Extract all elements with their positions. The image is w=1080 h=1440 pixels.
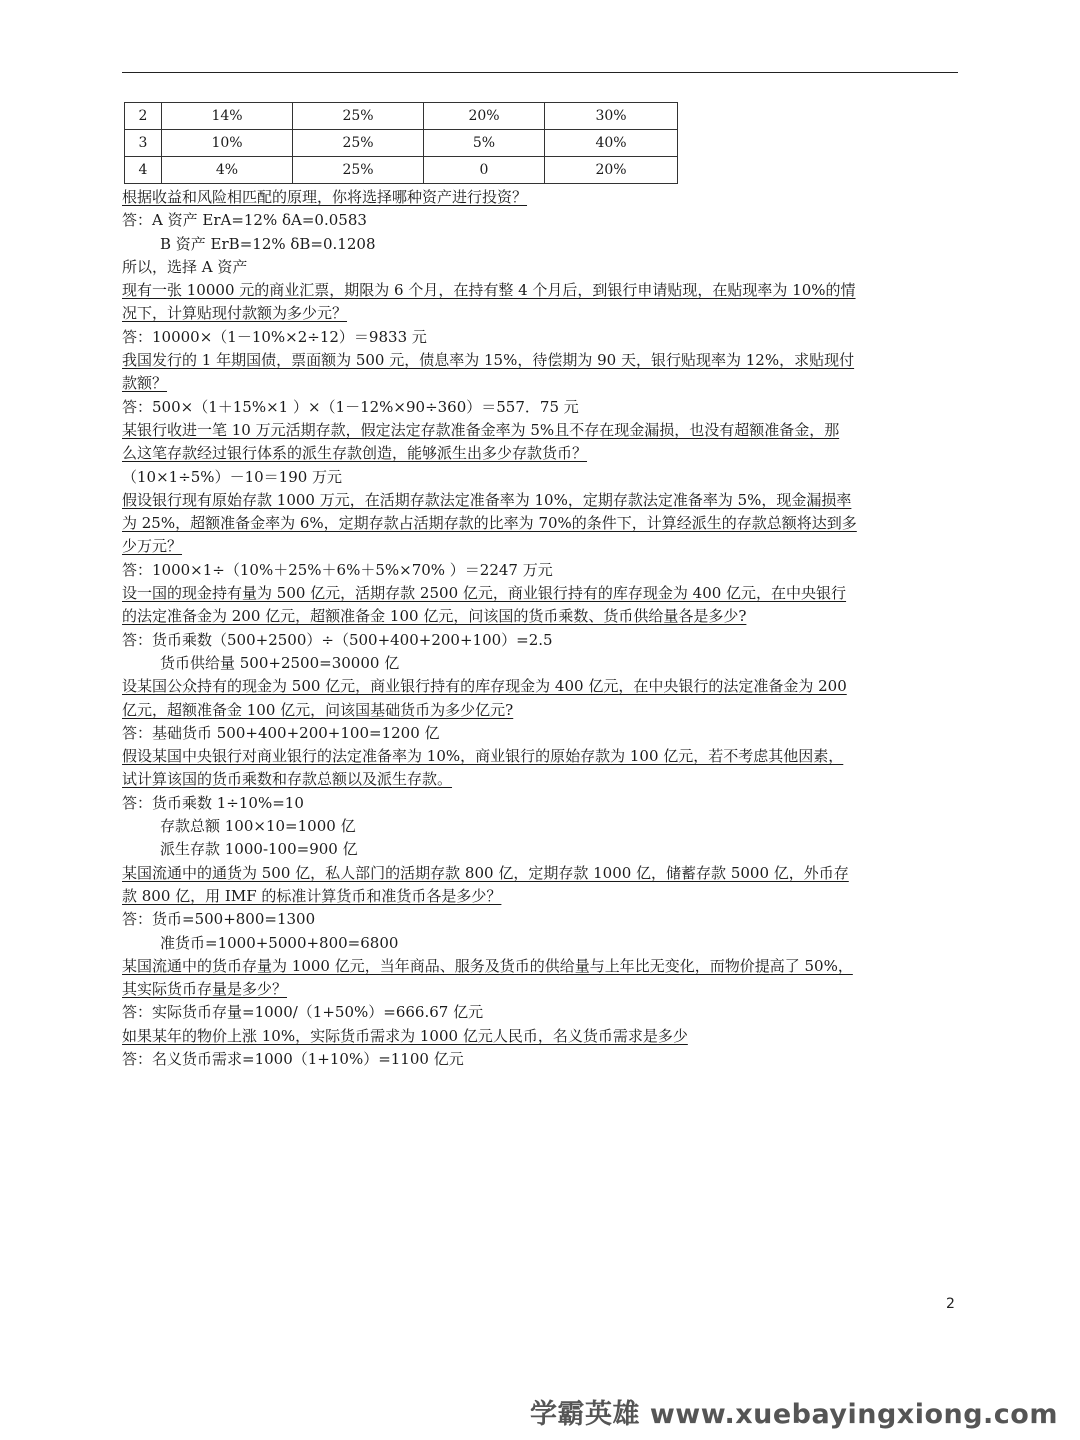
table-cell: 25%	[293, 130, 424, 157]
answer-line: 存款总额 100×10=1000 亿	[160, 817, 356, 836]
question-line: 为 25%，超额准备金率为 6%，定期存款占活期存款的比率为 70%的条件下，计算经派生的存款总额将达到多	[122, 514, 857, 533]
answer-line: 准货币=1000+5000+800=6800	[160, 933, 399, 952]
question-line: 某国流通中的通货为 500 亿，私人部门的活期存款 800 亿，定期存款 1000 亿，储蓄存款 5000 亿，外币存	[122, 863, 849, 882]
answer-line: 答：500×（1＋15%×1 ）×（1－12%×90÷360）＝557．75 元	[122, 397, 579, 416]
question-line: 设一国的现金持有量为 500 亿元，活期存款 2500 亿元，商业银行持有的库存现金为 400 亿元，在中央银行	[122, 584, 847, 603]
question-line: 亿元，超额准备金 100 亿元，问该国基础货币为多少亿元?	[122, 700, 514, 719]
question-line: 我国发行的 1 年期国债，票面额为 500 元，债息率为 15%，待偿期为 90 天，银行贴现率为 12%，求贴现付	[122, 351, 855, 370]
answer-line: 答：货币乘数（500+2500）÷（500+400+200+100）=2.5	[122, 630, 553, 649]
table-cell: 3	[125, 130, 162, 157]
table-cell: 2	[125, 103, 162, 130]
table-cell: 20%	[545, 157, 678, 184]
table-cell: 20%	[424, 103, 545, 130]
question-line: 假设银行现有原始存款 1000 万元，在活期存款法定准备率为 10%，定期存款法定准备率为 5%，现金漏损率	[122, 490, 852, 509]
question-line: 设某国公众持有的现金为 500 亿元，商业银行持有的库存现金为 400 亿元，在中央银行的法定准备金为 200	[122, 677, 847, 696]
answer-line: 答：A 资产 ErA=12% δA=0.0583	[122, 211, 367, 230]
question-line: 款 800 亿，用 IMF 的标准计算货币和准货币各是多少？	[122, 886, 502, 905]
answer-line: 答：实际货币存量=1000/（1+50%）=666.67 亿元	[122, 1003, 484, 1022]
answer-line: 答：货币=500+800=1300	[122, 910, 316, 929]
table-row	[125, 103, 678, 130]
question-line: 假设某国中央银行对商业银行的法定准备率为 10%，商业银行的原始存款为 100 亿元，若不考虑其他因素，	[122, 747, 844, 766]
page-number: 2	[946, 1296, 955, 1312]
answer-line: 答：1000×1÷（10%＋25%＋6%＋5%×70% ）＝2247 万元	[122, 560, 553, 579]
table-cell: 25%	[293, 103, 424, 130]
table-cell: 14%	[162, 103, 293, 130]
question-line: 况下，计算贴现付款额为多少元？	[122, 304, 348, 323]
table-cell: 5%	[424, 130, 545, 157]
answer-line: 答：名义货币需求=1000（1+10%）=1100 亿元	[122, 1049, 464, 1068]
table-cell: 10%	[162, 130, 293, 157]
question-line: 现有一张 10000 元的商业汇票，期限为 6 个月，在持有整 4 个月后，到银行申请贴现，在贴现率为 10%的情	[122, 281, 856, 300]
table-row	[125, 157, 678, 184]
answer-line: 货币供给量 500+2500=30000 亿	[160, 653, 400, 672]
question-answer-content	[122, 186, 958, 1071]
asset-return-table	[124, 102, 678, 184]
answer-line: 答：货币乘数 1÷10%=10	[122, 793, 304, 812]
table-cell: 40%	[545, 130, 678, 157]
answer-line: （10×1÷5%）－10＝190 万元	[122, 467, 343, 486]
question-line: 么这笔存款经过银行体系的派生存款创造，能够派生出多少存款货币？	[122, 444, 588, 463]
answer-line: 答：基础货币 500+400+200+100=1200 亿	[122, 723, 440, 742]
table-row	[125, 130, 678, 157]
answer-line: 答：10000×（1－10%×2÷12）＝9833 元	[122, 327, 427, 346]
answer-line: 所以，选择 A 资产	[122, 257, 248, 276]
header-rule	[122, 72, 958, 73]
table-cell: 30%	[545, 103, 678, 130]
question-line: 少万元？	[122, 537, 183, 556]
question-line: 的法定准备金为 200 亿元，超额准备金 100 亿元，问该国的货币乘数、货币供给量各是多少?	[122, 607, 747, 626]
answer-line: 派生存款 1000-100=900 亿	[160, 840, 358, 859]
question-line: 某国流通中的货币存量为 1000 亿元，当年商品、服务及货币的供给量与上年比无变化，而物价提高了 50%，	[122, 956, 853, 975]
question-line: 某银行收进一笔 10 万元活期存款，假定法定存款准备金率为 5%且不存在现金漏损，也没有超额准备金，那	[122, 420, 840, 439]
site-watermark: 学霸英雄 www.xuebayingxiong.com	[529, 1399, 1058, 1430]
question-line: 根据收益和风险相匹配的原理，你将选择哪种资产进行投资？	[122, 188, 528, 206]
question-line: 款额？	[122, 374, 168, 393]
question-line: 试计算该国的货币乘数和存款总额以及派生存款。	[122, 770, 453, 789]
question-line: 如果某年的物价上涨 10%，实际货币需求为 1000 亿元人民币，名义货币需求是多少	[122, 1026, 688, 1045]
table-cell: 0	[424, 157, 545, 184]
table-cell: 25%	[293, 157, 424, 184]
table-cell: 4	[125, 157, 162, 184]
question-line: 其实际货币存量是多少？	[122, 980, 288, 999]
table-cell: 4%	[162, 157, 293, 184]
answer-line: B 资产 ErB=12% δB=0.1208	[160, 234, 376, 253]
